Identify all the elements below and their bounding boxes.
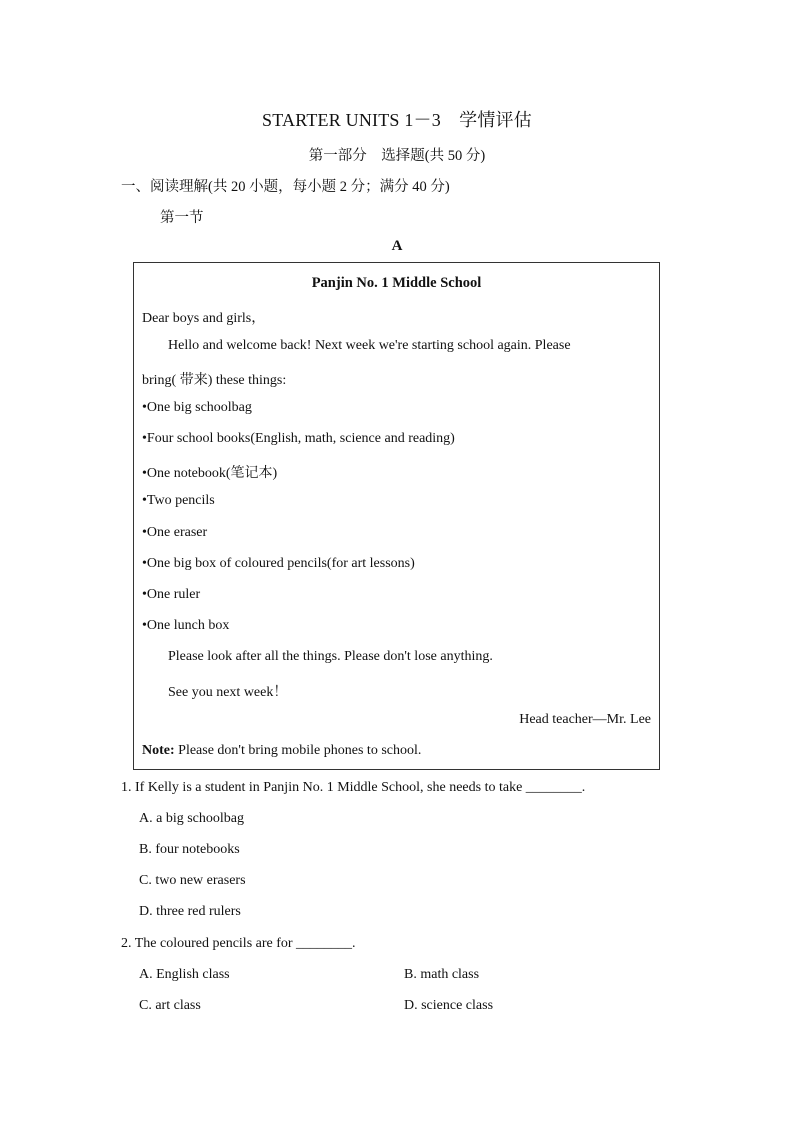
section-heading: 一、阅读理解(共 20 小题，每小题 2 分；满分 40 分) bbox=[121, 179, 450, 195]
list-item: •One eraser bbox=[142, 525, 208, 540]
notice-intro-line1: Hello and welcome back! Next week we're starting school again. Please bbox=[168, 338, 571, 353]
question-1-option-d: D. three red rulers bbox=[139, 904, 241, 919]
question-1-option-a: A. a big schoolbag bbox=[139, 811, 244, 826]
note-text: Please don't bring mobile phones to school. bbox=[174, 743, 422, 758]
question-1-stem: 1. If Kelly is a student in Panjin No. 1 Middle School, she needs to take ________. bbox=[121, 780, 586, 795]
subsection-heading: 第一节 bbox=[160, 210, 204, 226]
notice-box bbox=[133, 262, 660, 770]
list-item: •One big schoolbag bbox=[142, 400, 252, 415]
notice-heading: Panjin No. 1 Middle School bbox=[311, 275, 482, 291]
question-2-stem: 2. The coloured pencils are for ________. bbox=[121, 936, 356, 951]
list-item: •One lunch box bbox=[142, 618, 230, 633]
notice-closing1: Please look after all the things. Please don't lose anything. bbox=[168, 649, 493, 664]
question-1-option-c: C. two new erasers bbox=[139, 873, 246, 888]
question-2-option-d: D. science class bbox=[404, 998, 494, 1013]
part-heading: 第一部分 选择题(共 50 分) bbox=[308, 148, 486, 164]
page-title: STARTER UNITS 1－3 学情评估 bbox=[262, 110, 532, 130]
notice-closing2: See you next week！ bbox=[168, 685, 288, 700]
notice-signature: Head teacher—Mr. Lee bbox=[519, 712, 651, 727]
notice-greeting: Dear boys and girls， bbox=[142, 311, 266, 326]
question-2-option-a: A. English class bbox=[139, 967, 230, 982]
question-2-option-b: B. math class bbox=[404, 967, 480, 982]
list-item: •One ruler bbox=[142, 587, 201, 602]
list-item: •Two pencils bbox=[142, 493, 215, 508]
note-label: Note: bbox=[142, 743, 175, 758]
question-1-option-b: B. four notebooks bbox=[139, 842, 240, 857]
list-item: •One notebook(笔记本) bbox=[142, 466, 278, 481]
question-2-option-c: C. art class bbox=[139, 998, 201, 1013]
notice-intro-line2: bring( 带来) these things: bbox=[142, 373, 287, 388]
notice-note bbox=[142, 743, 421, 759]
list-item: •Four school books(English, math, science and reading) bbox=[142, 431, 455, 446]
passage-label: A bbox=[391, 238, 403, 254]
list-item: •One big box of coloured pencils(for art lessons) bbox=[142, 556, 415, 571]
